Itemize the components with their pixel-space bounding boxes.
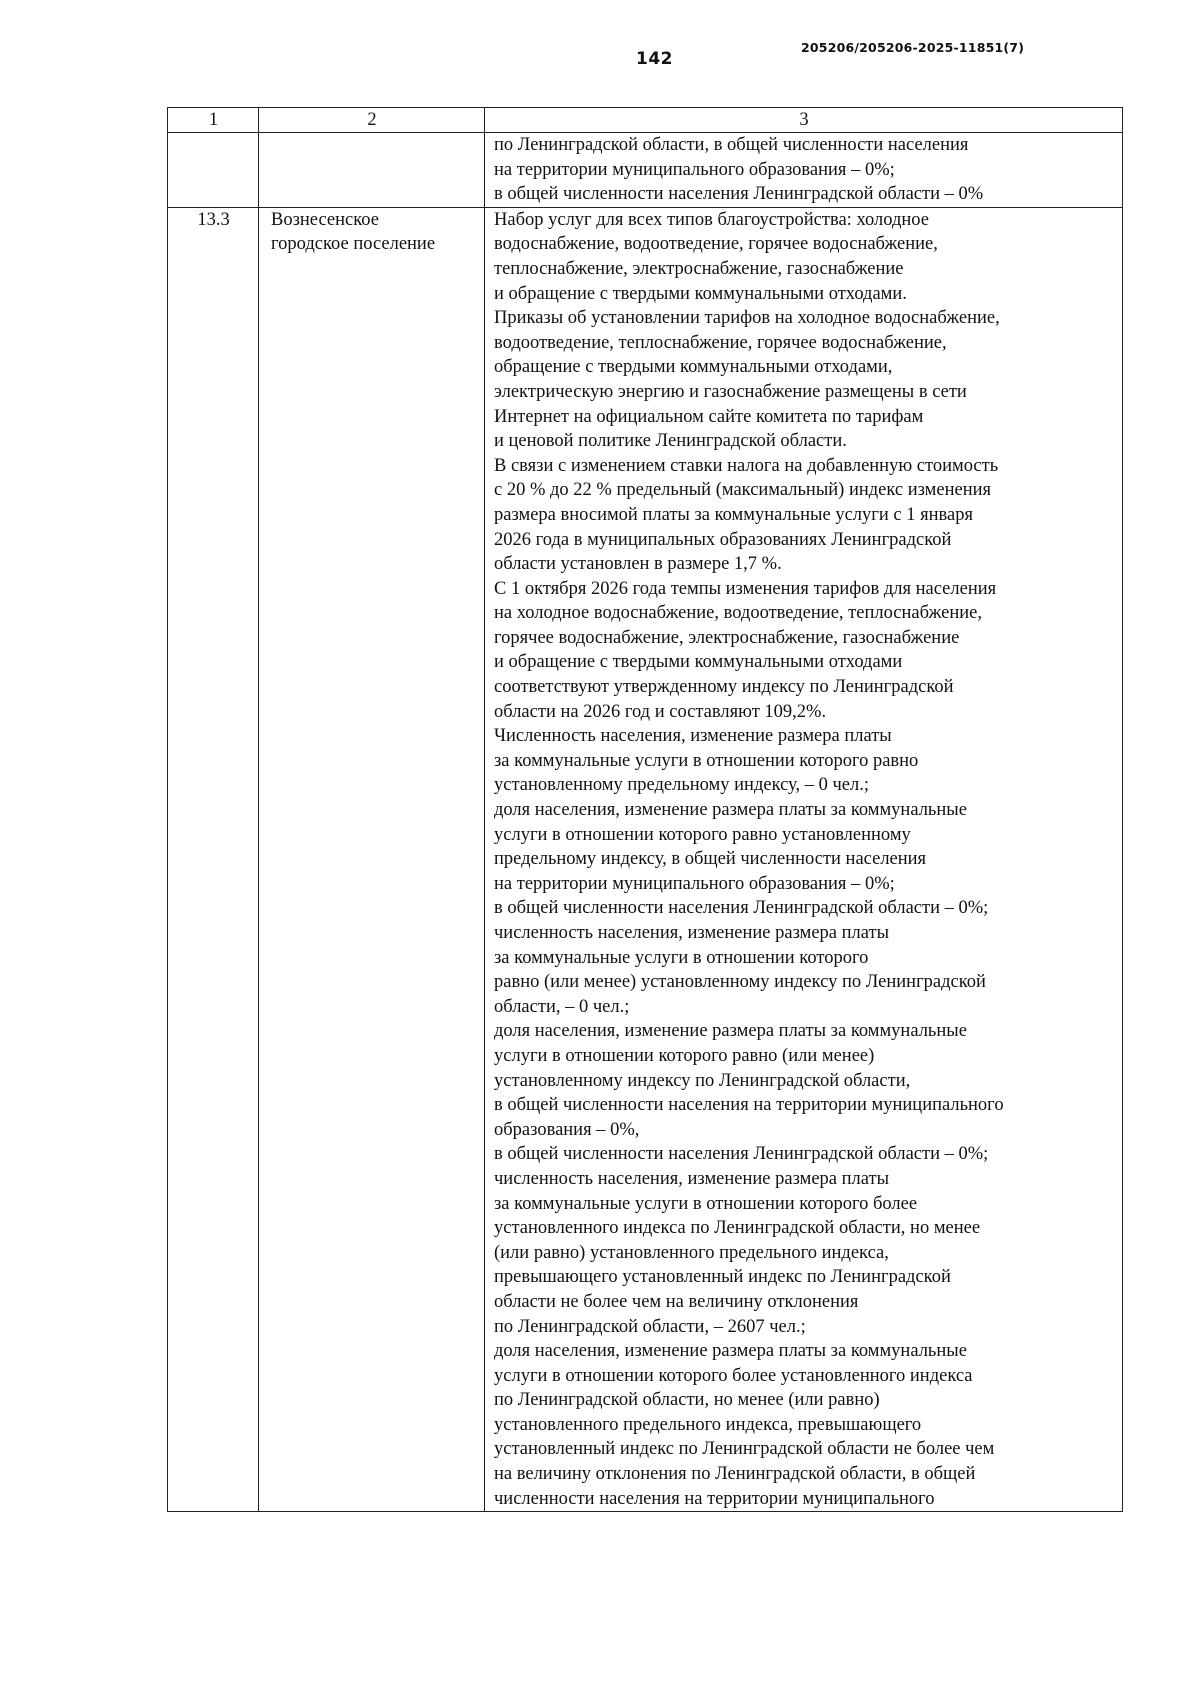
text-line: доля населения, изменение размера платы за коммунальные [494, 800, 967, 821]
text-line: установленного индекса по Ленинградской области, но менее [494, 1218, 981, 1239]
municipality-name-cell [259, 133, 485, 208]
text-line: услуги в отношении которого равно установленному [494, 824, 911, 845]
page-number: 142 [636, 49, 673, 69]
text-line: электрическую энергию и газоснабжение размещены в сети [494, 381, 967, 402]
text-line: водоотведение, теплоснабжение, горячее водоснабжение, [494, 332, 947, 353]
municipality-name-line: городское поселение [271, 234, 436, 255]
text-line: (или равно) установленного предельного индекса, [494, 1242, 889, 1263]
text-line: по Ленинградской области, но менее (или равно) [494, 1390, 880, 1411]
column-header-2: 2 [259, 108, 485, 133]
tariff-table [167, 107, 1123, 1512]
text-line: и обращение с твердыми коммунальными отходами. [494, 283, 907, 304]
text-line: установленному предельному индексу, – 0 чел.; [494, 775, 869, 796]
text-line: с 20 % до 22 % предельный (максимальный) индекс изменения [494, 480, 992, 501]
table-header-row [168, 108, 1123, 133]
text-line: В связи с изменением ставки налога на добавленную стоимость [494, 455, 999, 476]
text-line: водоснабжение, водоотведение, горячее водоснабжение, [494, 234, 938, 255]
text-line: установленному индексу по Ленинградской области, [494, 1070, 911, 1091]
text-line: Интернет на официальном сайте комитета по тарифам [494, 406, 924, 427]
text-line: установленный индекс по Ленинградской области не более чем [494, 1439, 995, 1460]
text-line: превышающего установленный индекс по Ленинградской [494, 1267, 951, 1288]
text-line: услуги в отношении которого равно (или менее) [494, 1045, 875, 1066]
text-line: по Ленинградской области, в общей численности населения [494, 135, 969, 155]
text-line: численность населения, изменение размера платы [494, 923, 889, 943]
description-cell [485, 207, 1123, 1511]
table-row-13-3 [168, 207, 1123, 1511]
municipality-name-cell [259, 207, 485, 1511]
text-line: услуги в отношении которого более установленного индекса [494, 1365, 973, 1386]
text-line: области не более чем на величину отклонения [494, 1291, 859, 1312]
row-number-cell [168, 133, 259, 208]
text-line: 2026 года в муниципальных образованиях Ленинградской [494, 529, 952, 550]
text-line: области, – 0 чел.; [494, 996, 630, 1017]
text-line: равно (или менее) установленному индексу по Ленинградской [494, 972, 986, 993]
text-line: установленного предельного индекса, превышающего [494, 1414, 922, 1435]
text-line: соответствуют утвержденному индексу по Ленинградской [494, 677, 954, 698]
row-number-cell: 13.3 [168, 207, 259, 1511]
table-row-continued [168, 133, 1123, 208]
text-line: образования – 0%, [494, 1119, 640, 1140]
text-line: области на 2026 год и составляют 109,2%. [494, 701, 827, 722]
text-line: доля населения, изменение размера платы за коммунальные [494, 1341, 967, 1362]
text-line: Набор услуг для всех типов благоустройства: холодное [494, 209, 929, 230]
text-line: в общей численности населения на территории муниципального [494, 1095, 1004, 1116]
text-line: горячее водоснабжение, электроснабжение, газоснабжение [494, 627, 960, 648]
text-line: в общей численности населения Ленинградской области – 0%; [494, 898, 989, 919]
text-line: размера вносимой платы за коммунальные услуги с 1 января [494, 504, 973, 525]
text-line: на территории муниципального образования – 0%; [494, 873, 895, 894]
column-header-1: 1 [168, 108, 259, 133]
text-line: доля населения, изменение размера платы за коммунальные [494, 1021, 967, 1042]
text-line: теплоснабжение, электроснабжение, газоснабжение [494, 258, 904, 279]
text-line: Численность населения, изменение размера платы [494, 726, 892, 747]
column-header-3: 3 [485, 108, 1123, 133]
text-line: в общей численности населения Ленинградской области – 0% [494, 184, 984, 205]
text-line: численность населения, изменение размера платы [494, 1168, 889, 1189]
text-line: и ценовой политике Ленинградской области. [494, 431, 847, 452]
text-line: в общей численности населения Ленинградской области – 0%; [494, 1144, 989, 1165]
text-line: за коммунальные услуги в отношении которого более [494, 1193, 918, 1214]
text-line: по Ленинградской области, – 2607 чел.; [494, 1316, 806, 1337]
text-line: численности населения на территории муниципального [494, 1488, 935, 1509]
text-line: обращение с твердыми коммунальными отходами, [494, 357, 893, 378]
text-line: на территории муниципального образования – 0%; [494, 159, 895, 180]
text-line: Приказы об установлении тарифов на холодное водоснабжение, [494, 308, 1000, 329]
text-line: предельному индексу, в общей численности населения [494, 849, 927, 870]
municipality-name-line: Вознесенское [271, 209, 379, 230]
text-line: С 1 октября 2026 года темпы изменения тарифов для населения [494, 578, 997, 599]
text-line: за коммунальные услуги в отношении которого равно [494, 750, 919, 771]
text-line: на величину отклонения по Ленинградской области, в общей [494, 1464, 976, 1485]
description-cell [485, 133, 1123, 208]
text-line: и обращение с твердыми коммунальными отходами [494, 652, 903, 673]
text-line: за коммунальные услуги в отношении которого [494, 947, 869, 968]
text-line: на холодное водоснабжение, водоотведение, теплоснабжение, [494, 603, 982, 624]
document-id: 205206/205206-2025-11851(7) [801, 40, 1025, 55]
text-line: области установлен в размере 1,7 %. [494, 554, 782, 575]
